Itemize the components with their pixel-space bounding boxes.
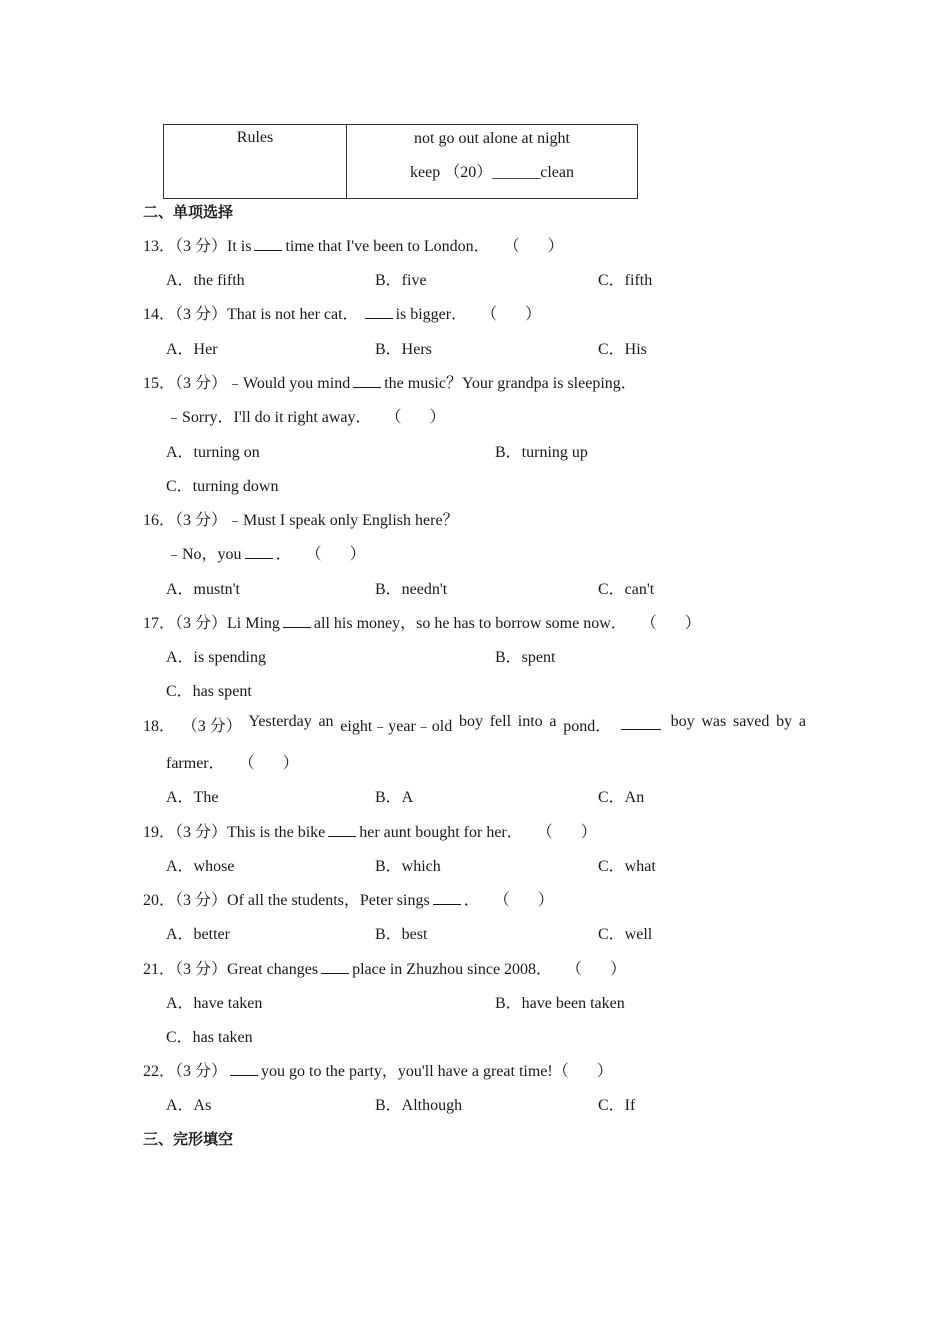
- answer-paren: （ ）: [238, 755, 299, 772]
- option-a[interactable]: A．whose: [166, 858, 235, 875]
- question-number: 13．: [143, 238, 176, 255]
- rules-label: Rules: [236, 129, 274, 146]
- answer-blank: [321, 957, 349, 974]
- answer-paren: （ ）: [566, 961, 627, 978]
- answer-blank: [365, 302, 393, 319]
- rules-line-1: not go out alone at night: [414, 130, 570, 147]
- question-16: [143, 507, 459, 530]
- answer-paren: （ ）: [552, 1063, 613, 1080]
- question-22: [143, 1058, 613, 1081]
- answer-blank: [433, 888, 461, 905]
- rules-table: [163, 124, 638, 199]
- option-a[interactable]: A．is spending: [166, 649, 267, 666]
- question-text-post: all his money，so he has to borrow some now．: [313, 615, 627, 632]
- option-b[interactable]: B．needn't: [375, 581, 448, 598]
- question-points: （3 分）: [175, 892, 228, 909]
- rules-line-2: keep （20）______clean: [410, 164, 574, 181]
- question-21: [143, 956, 626, 979]
- rules-label-cell: [164, 125, 347, 199]
- question-20: [143, 887, 554, 910]
- question-points: （3 分）: [175, 512, 228, 529]
- option-b[interactable]: B．five: [375, 272, 427, 289]
- question-points: （3 分）: [175, 306, 228, 323]
- question-text-pre: It is: [227, 238, 252, 255]
- question-points: （3 分）: [175, 375, 228, 392]
- question-text-pre: That is not her cat．: [227, 306, 359, 323]
- question-points: （3 分）: [175, 961, 228, 978]
- answer-paren: （ ）: [503, 238, 564, 255]
- option-b[interactable]: B．Although: [375, 1097, 463, 1114]
- question-text-pre: Li Ming: [227, 615, 280, 632]
- option-c[interactable]: C．has taken: [166, 1029, 253, 1046]
- answer-paren: （ ）: [536, 824, 597, 841]
- answer-blank: [353, 371, 381, 388]
- question-number: 16．: [143, 512, 176, 529]
- option-b[interactable]: B．Hers: [375, 341, 432, 358]
- question-text-post: ．: [463, 892, 480, 909]
- option-c[interactable]: C．An: [598, 789, 645, 806]
- option-b[interactable]: B．best: [375, 926, 428, 943]
- question-text-line2: ﹣No，you: [166, 546, 242, 563]
- option-b[interactable]: B．turning up: [495, 444, 588, 461]
- question-text-post: is bigger．: [395, 306, 468, 323]
- answer-blank: [230, 1059, 258, 1076]
- question-19: [143, 819, 597, 842]
- option-a[interactable]: A．Her: [166, 341, 218, 358]
- answer-blank: [283, 611, 311, 628]
- option-c[interactable]: C．If: [598, 1097, 636, 1114]
- question-points: （3 分）: [181, 718, 242, 735]
- question-text-pre: Of all the students，Peter sings: [227, 892, 430, 909]
- question-text-line2-post: ．: [275, 546, 292, 563]
- question-number: 20．: [143, 892, 176, 909]
- question-text-post: the music？Your grandpa is sleeping．: [384, 375, 637, 392]
- question-number: 18．: [143, 718, 176, 735]
- question-text-post: you go to the party，you'll have a great time!: [261, 1063, 553, 1080]
- question-text-line2: farmer．: [166, 755, 225, 772]
- question-15-line-2: [166, 404, 446, 427]
- section-heading-3: 三、完形填空: [143, 1130, 234, 1148]
- question-13: [143, 233, 564, 256]
- answer-blank: [254, 234, 282, 251]
- question-text-pre: ﹣Would you mind: [227, 375, 351, 392]
- question-number: 15．: [143, 375, 176, 392]
- question-points: （3 分）: [175, 824, 228, 841]
- question-points: （3 分）: [175, 1063, 228, 1080]
- question-points: （3 分）: [175, 615, 228, 632]
- option-a[interactable]: A．better: [166, 926, 230, 943]
- question-18: 18． （3 分） Yesterday an eight﹣year﹣old boy fell into a pond． boy was saved by a: [143, 713, 806, 735]
- question-text-line2: ﹣Sorry．I'll do it right away．: [166, 409, 372, 426]
- question-15: [143, 370, 637, 393]
- answer-blank: [245, 542, 273, 559]
- option-c[interactable]: C．has spent: [166, 683, 252, 700]
- question-17: [143, 610, 701, 633]
- option-c[interactable]: C．turning down: [166, 478, 279, 495]
- option-c[interactable]: C．well: [598, 926, 653, 943]
- rules-content-cell: [347, 125, 638, 199]
- question-points: （3 分）: [175, 238, 228, 255]
- answer-paren: （ ）: [493, 892, 554, 909]
- option-b[interactable]: B．have been taken: [495, 995, 625, 1012]
- answer-blank: [328, 820, 356, 837]
- option-a[interactable]: A．The: [166, 789, 219, 806]
- option-b[interactable]: B．spent: [495, 649, 556, 666]
- option-a[interactable]: A．As: [166, 1097, 212, 1114]
- question-text-post: her aunt bought for her．: [359, 824, 523, 841]
- question-text-post: time that I've been to London．: [285, 238, 490, 255]
- option-c[interactable]: C．what: [598, 858, 656, 875]
- question-16-line-2: [166, 541, 366, 564]
- question-14: [143, 301, 541, 324]
- answer-blank: [621, 713, 661, 730]
- option-a[interactable]: A．the fifth: [166, 272, 245, 289]
- question-18-line-2: [166, 750, 299, 773]
- question-number: 14．: [143, 306, 176, 323]
- question-number: 21．: [143, 961, 176, 978]
- option-a[interactable]: A．mustn't: [166, 581, 241, 598]
- option-a[interactable]: A．have taken: [166, 995, 263, 1012]
- question-text-post: place in Zhuzhou since 2008．: [352, 961, 553, 978]
- answer-paren: （ ）: [481, 306, 542, 323]
- question-text-pre-word: Yesterday: [248, 713, 312, 730]
- option-c[interactable]: C．fifth: [598, 272, 653, 289]
- answer-paren: （ ）: [305, 546, 366, 563]
- option-b[interactable]: B．A: [375, 789, 414, 806]
- question-text-pre: ﹣Must I speak only English here？: [227, 512, 459, 529]
- question-number: 17．: [143, 615, 176, 632]
- answer-paren: （ ）: [385, 409, 446, 426]
- question-text-pre: This is the bike: [227, 824, 326, 841]
- option-c[interactable]: C．His: [598, 341, 647, 358]
- section-heading-2: 二、单项选择: [143, 203, 234, 221]
- question-number: 22．: [143, 1063, 176, 1080]
- question-text-pre: Great changes: [227, 961, 319, 978]
- answer-paren: （ ）: [640, 615, 701, 632]
- option-b[interactable]: B．which: [375, 858, 441, 875]
- question-number: 19．: [143, 824, 176, 841]
- option-a[interactable]: A．turning on: [166, 444, 260, 461]
- option-c[interactable]: C．can't: [598, 581, 655, 598]
